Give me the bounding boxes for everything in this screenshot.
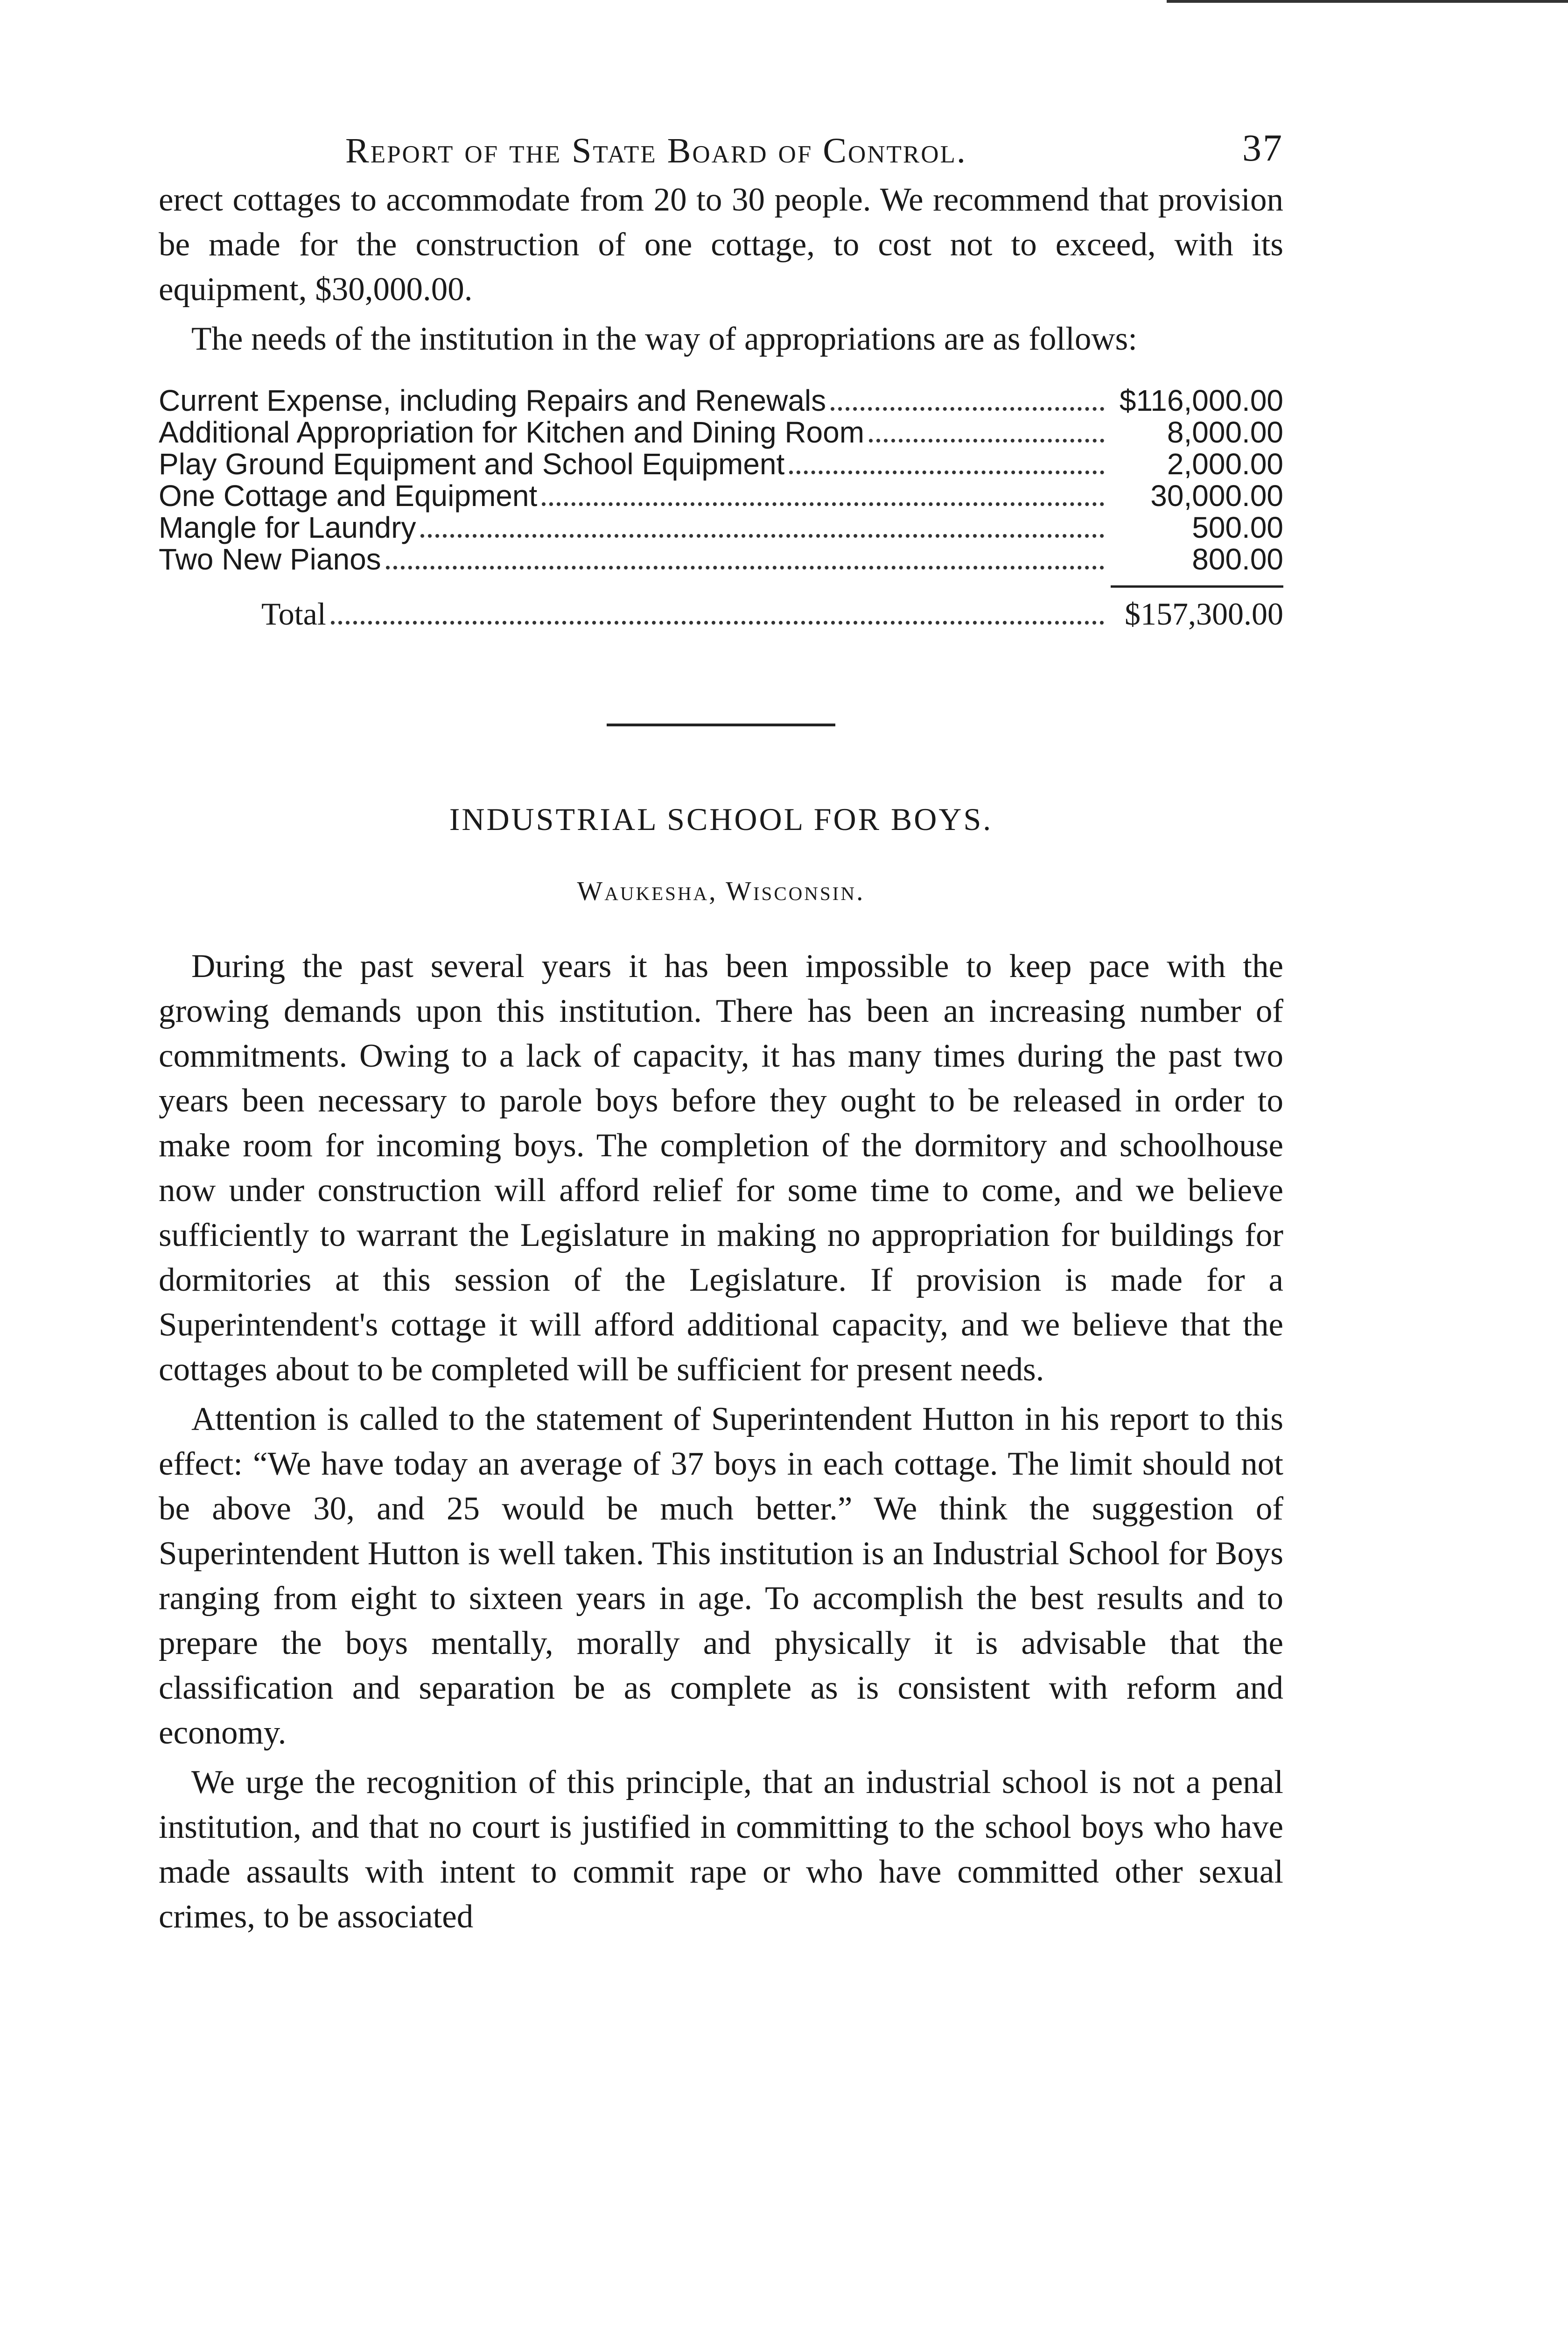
document-page [159, 112, 1283, 1939]
appropriation-row [159, 543, 1283, 575]
appropriations-table [159, 385, 1283, 630]
dot-leader [869, 439, 1104, 443]
appropriation-label: Play Ground Equipment and School Equipment [159, 447, 785, 481]
dot-leader [789, 471, 1104, 474]
running-head-title: Report of the State Board of Control. [345, 131, 967, 170]
appropriation-amount: 800.00 [1192, 542, 1283, 576]
section-divider [607, 724, 835, 726]
appropriation-amount: $116,000.00 [1119, 384, 1283, 417]
appropriation-row [159, 385, 1283, 416]
running-head [159, 112, 1283, 177]
total-row [159, 598, 1283, 630]
sum-rule [1111, 585, 1283, 588]
paragraph-cottage-recommendation: erect cottages to accommodate from 20 to 30 people. We recommend that provision be made for the construction of one cottage, to cost not to exceed, with its equipment, $30,000.00. [159, 182, 1283, 308]
appropriation-row [159, 480, 1283, 512]
appropriation-label: Mangle for Laundry [159, 511, 416, 544]
appropriation-amount: 2,000.00 [1167, 447, 1283, 481]
paragraph-appropriations-intro: The needs of the institution in the way of appropriations are as follows: [191, 321, 1137, 357]
dot-leader [542, 502, 1104, 506]
top-edge-rule [1167, 0, 1568, 3]
dot-leader [831, 407, 1104, 411]
appropriation-row [159, 512, 1283, 543]
appropriation-row [159, 448, 1283, 480]
total-label: Total [261, 596, 326, 632]
appropriation-amount: 500.00 [1192, 511, 1283, 544]
total-amount: $157,300.00 [1125, 596, 1283, 632]
dot-leader [420, 534, 1104, 538]
appropriation-amount: 30,000.00 [1150, 479, 1283, 513]
appropriation-label: One Cottage and Equipment [159, 479, 538, 513]
appropriation-label: Current Expense, including Repairs and Renewals [159, 384, 826, 417]
appropriation-label: Additional Appropriation for Kitchen and Dining Room [159, 415, 865, 449]
dot-leader [386, 566, 1104, 569]
appropriation-amount: 8,000.00 [1167, 415, 1283, 449]
section-subheading: Waukesha, Wisconsin. [577, 876, 865, 906]
appropriation-row [159, 416, 1283, 448]
page-number: 37 [1242, 127, 1283, 169]
paragraph-penal-principle: We urge the recognition of this principle, that an industrial school is not a penal institution, and that no court is justified in committing to the school boys who have made assaults with intent to commit rape or who have committed other sexual crimes, to be associated [159, 1764, 1283, 1935]
paragraph-capacity: During the past several years it has been impossible to keep pace with the growing demands upon this institution. There has been an increasing number of commitments. Owing to a lack of capacity, it has many times during the past two years been necessary to parole boys before they ought to be released in order to make room for incoming boys. The completion of the dormitory and schoolhouse now under construction will afford relief for some time to come, and we believe sufficiently to warrant the Legislature in making no appropriation for buildings for dormitories at this session of the Legislature. If provision is made for a Superintendent's cottage it will afford additional capacity, and we believe that the cottages about to be completed will be sufficient for present needs. [159, 948, 1283, 1388]
paragraph-superintendent-statement: Attention is called to the statement of Superintendent Hutton in his report to this effect: “We have today an average of 37 boys in each cottage. The limit should not be above 30, and 25 would be much better.” We think the suggestion of Superintendent Hutton is well taken. This institution is an Industrial School for Boys ranging from eight to sixteen years in age. To accomplish the best results and to prepare the boys mentally, morally and physically it is advisable that the classification and separation be as complete as is consistent with reform and economy. [159, 1401, 1283, 1751]
appropriation-label: Two New Pianos [159, 542, 381, 576]
section-heading: INDUSTRIAL SCHOOL FOR BOYS. [449, 801, 993, 837]
dot-leader [331, 621, 1104, 625]
